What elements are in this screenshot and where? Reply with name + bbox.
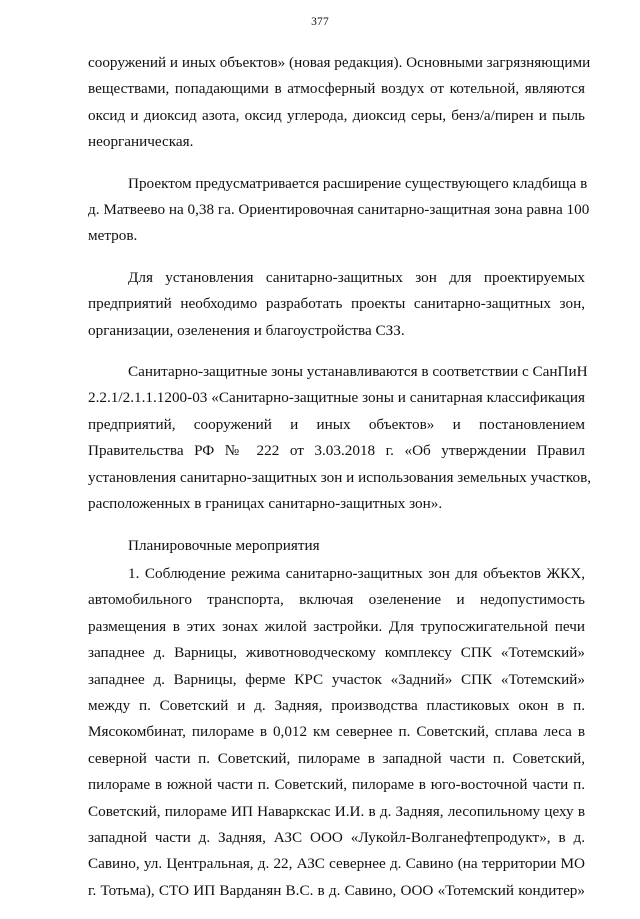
text-line: организации, озеленения и благоустройства СЗЗ.	[88, 321, 405, 339]
text-line: д. Матвеево на 0,38 га. Ориентировочная санитарно-защитная зона равна 100	[88, 201, 590, 219]
text-line: Санитарно-защитные зоны устанавливаются в соответствии с СанПиН	[128, 363, 588, 381]
text-line: Проектом предусматривается расширение существующего кладбища в	[128, 174, 588, 192]
text-line: западной части д. Задняя, АЗС ООО «Лукойл-Волганефтепродукт», в д.	[88, 828, 585, 846]
text-line: размещения в этих зонах жилой застройки. Для трупосжигательной печи	[88, 617, 585, 635]
text-line: расположенных в границах санитарно-защитных зон».	[88, 495, 443, 513]
text-line: сооружений и иных объектов» (новая редакция). Основными загрязняющими	[88, 54, 591, 71]
text-line: Савино, ул. Центральная, д. 22, АЗС севернее д. Савино (на территории МО	[88, 855, 585, 873]
text-line: западнее д. Варницы, животноводческому комплексу СПК «Тотемский»	[88, 644, 585, 662]
text-line: метров.	[88, 227, 138, 245]
measure-item-1	[88, 561, 585, 904]
text-line: оксид и диоксид азота, оксид углерода, диоксид серы, бенз/а/пирен и пыль	[88, 106, 585, 124]
text-line: установления санитарно-защитных зон и использования земельных участков,	[88, 468, 592, 486]
text-line: 2.2.1/2.1.1.1200-03 «Санитарно-защитные зоны и санитарная классификация	[88, 389, 585, 407]
text-line: веществами, попадающими в атмосферный воздух от котельной, являются	[88, 80, 585, 98]
text-line: пилораме в южной части п. Советский, пилораме в юго-восточной части п.	[88, 776, 585, 794]
text-line: Для установления санитарно-защитных зон для проектируемых	[128, 268, 585, 286]
text-line: между п. Советский и д. Задняя, производства пластиковых окон в п.	[88, 696, 585, 714]
section-heading: Планировочные мероприятия	[128, 536, 320, 554]
text-line: Мясокомбинат, пилораме в 0,012 км севернее п. Советский, сплава леса в	[88, 723, 585, 741]
paragraph-cemetery	[88, 171, 590, 250]
text-line: предприятий, сооружений и иных объектов» и постановлением	[88, 415, 585, 433]
paragraph-continuation	[88, 50, 591, 156]
text-line: г. Тотьма), СТО ИП Варданян В.С. в д. Савино, ООО «Тотемский кондитер»	[88, 881, 585, 899]
document-body	[88, 50, 592, 919]
text-line: предприятий необходимо разработать проекты санитарно-защитных зон,	[88, 295, 585, 313]
text-line: западнее д. Варницы, ферме КРС участок «Задний» СПК «Тотемский»	[88, 670, 585, 688]
text-line: Советский, пилораме ИП Наваркскас И.И. в д. Задняя, лесопильному цеху в	[88, 802, 585, 820]
text-line: 1. Соблюдение режима санитарно-защитных зон для объектов ЖКХ,	[128, 564, 585, 582]
text-line: неорганическая.	[88, 133, 194, 151]
text-line: автомобильного транспорта, включая озеленение и недопустимость	[88, 591, 585, 609]
text-line: Правительства РФ № 222 от 3.03.2018 г. «Об утверждении Правил	[88, 442, 585, 460]
text-line: северной части п. Советский, пилораме в западной части п. Советский,	[88, 749, 585, 767]
page-number: 377	[311, 16, 329, 28]
paragraph-szz-regulations	[88, 359, 592, 517]
paragraph-szz-projects	[88, 265, 585, 344]
